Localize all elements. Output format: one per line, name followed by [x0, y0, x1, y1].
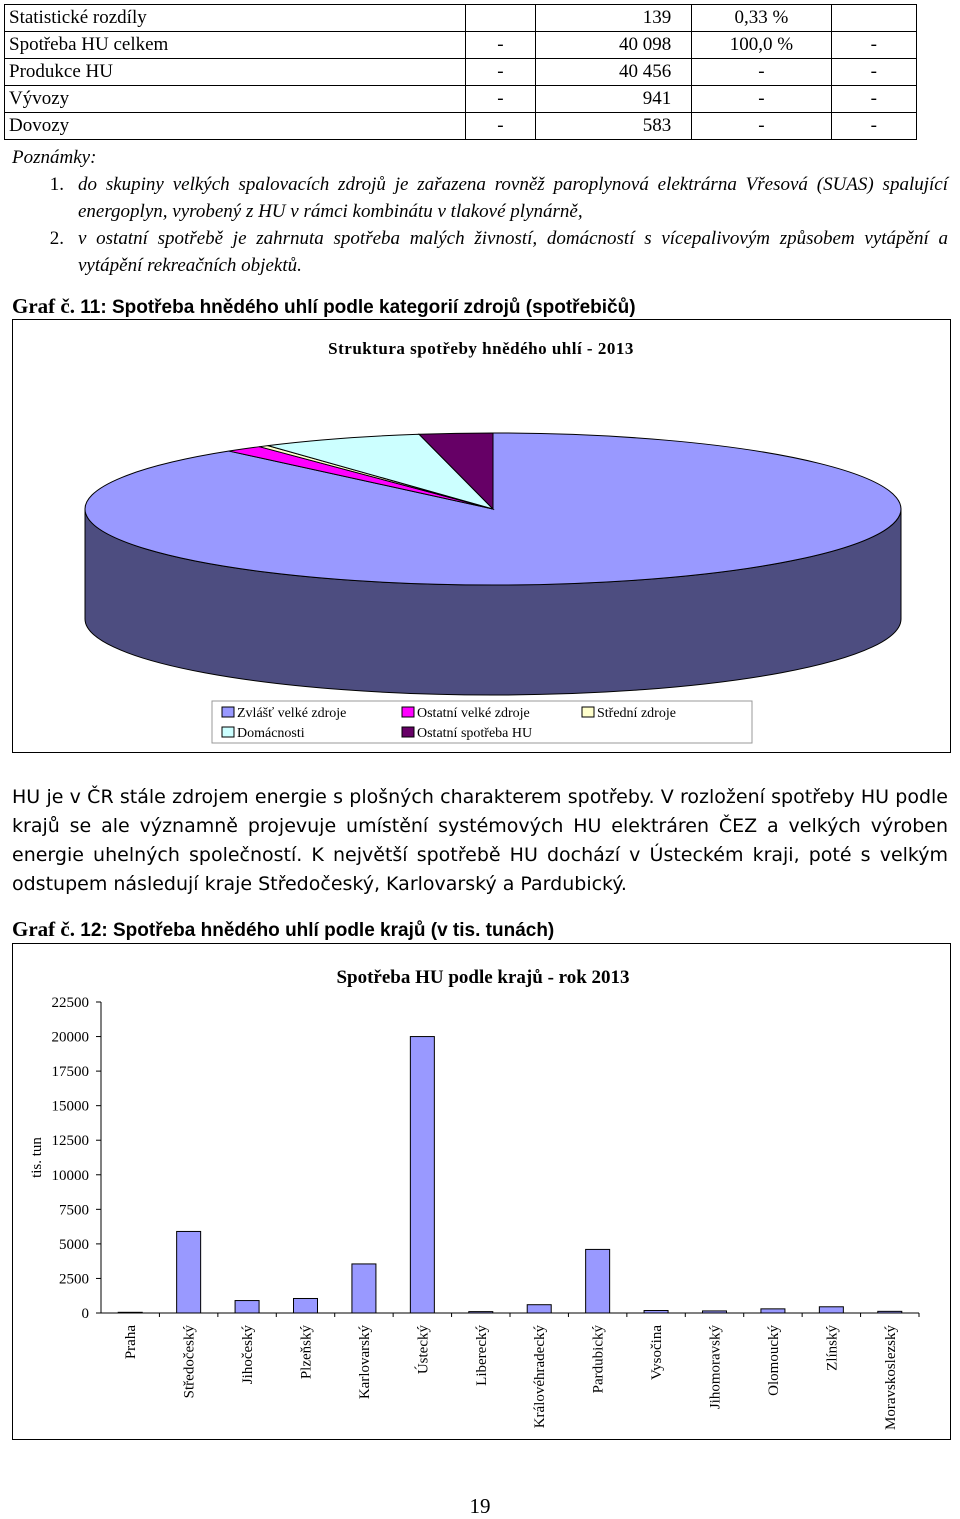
graf12-heading: [12, 917, 554, 942]
y-axis-label: tis. tun: [29, 1137, 45, 1178]
table-cell: -: [692, 59, 831, 86]
bar: [469, 1312, 493, 1313]
bar: [819, 1307, 843, 1313]
page-number: 19: [469, 1494, 491, 1518]
table-cell: 0,33 %: [692, 5, 831, 32]
x-tick-label: Liberecký: [473, 1325, 490, 1386]
y-tick-label: 22500: [51, 995, 89, 1011]
bar: [410, 1037, 434, 1313]
bar: [118, 1312, 142, 1313]
legend-swatch: [222, 727, 234, 737]
table-cell: 583: [535, 113, 692, 140]
bar: [527, 1305, 551, 1313]
table-cell: [831, 5, 916, 32]
legend-label: Střední zdroje: [597, 706, 676, 721]
legend-label: Zvlášť velké zdroje: [237, 706, 347, 721]
legend-swatch: [222, 707, 234, 717]
bar: [586, 1249, 610, 1313]
row-label: Statistické rozdíly: [5, 5, 466, 32]
table-cell: 40 098: [535, 32, 692, 59]
x-tick-label: Plzeňský: [298, 1325, 315, 1380]
table-cell: -: [466, 113, 535, 140]
bar-title: Spotřeba HU podle krajů - rok 2013: [336, 967, 630, 988]
x-tick-label: Karlovarský: [356, 1325, 373, 1400]
table-cell: -: [466, 59, 535, 86]
pie-top: [85, 433, 901, 585]
table-cell: 941: [535, 86, 692, 113]
note-number: 2.: [49, 228, 64, 249]
legend-swatch: [402, 727, 414, 737]
bar: [235, 1301, 259, 1313]
notes-title: Poznámky:: [12, 147, 97, 168]
bar: [644, 1311, 668, 1313]
table-cell: -: [831, 86, 916, 113]
x-tick-label: Moravskoslezský: [882, 1325, 899, 1430]
bar: [878, 1311, 902, 1313]
y-tick-label: 5000: [59, 1236, 89, 1253]
table-cell: -: [831, 32, 916, 59]
x-tick-label: Jihomoravský: [707, 1325, 724, 1410]
legend-label: Ostatní spotřeba HU: [417, 726, 533, 741]
y-tick-label: 0: [81, 1306, 89, 1322]
y-tick-label: 12500: [51, 1133, 89, 1150]
bar: [294, 1298, 318, 1313]
legend-label: Ostatní velké zdroje: [417, 706, 530, 721]
row-label: Dovozy: [5, 113, 466, 140]
bar: [177, 1231, 201, 1313]
y-tick-label: 2500: [59, 1271, 89, 1288]
x-tick-label: Zlínský: [824, 1325, 841, 1371]
y-tick-label: 10000: [51, 1167, 89, 1184]
bar: [761, 1309, 785, 1313]
x-tick-label: Středočeský: [181, 1325, 198, 1399]
table-row: [5, 59, 917, 86]
table-cell: -: [692, 86, 831, 113]
row-label: Produkce HU: [5, 59, 466, 86]
legend-swatch: [402, 707, 414, 717]
graf11-text: 11: Spotřeba hnědého uhlí podle kategorií zdrojů (spotřebičů): [74, 297, 636, 318]
y-tick-label: 17500: [51, 1064, 89, 1081]
statistics-table: [4, 4, 917, 140]
table-cell: -: [466, 86, 535, 113]
row-label: Spotřeba HU celkem: [5, 32, 466, 59]
x-tick-label: Vysočina: [649, 1325, 666, 1380]
legend-swatch: [582, 707, 594, 717]
table-row: [5, 5, 917, 32]
y-tick-label: 20000: [51, 1029, 89, 1046]
table-cell: [466, 5, 535, 32]
table-cell: -: [831, 113, 916, 140]
bar-chart-frame: [12, 943, 951, 1440]
table-cell: -: [466, 32, 535, 59]
notes-section: [12, 144, 948, 279]
x-tick-label: Královéhradecký: [532, 1325, 549, 1429]
x-tick-label: Olomoucký: [765, 1325, 782, 1396]
pie-legend: [212, 701, 752, 743]
bar-chart: [13, 944, 950, 1439]
graf11-heading: [12, 294, 636, 319]
note-item-1: [12, 171, 948, 225]
x-tick-label: Jihočeský: [240, 1325, 257, 1385]
x-tick-label: Ústecký: [415, 1325, 432, 1375]
y-tick-label: 15000: [51, 1098, 89, 1115]
table-row: [5, 86, 917, 113]
table-cell: 40 456: [535, 59, 692, 86]
x-tick-label: Pardubický: [590, 1325, 607, 1394]
note-item-2: [12, 225, 948, 279]
x-tick-label: Praha: [123, 1325, 140, 1360]
table-row: [5, 32, 917, 59]
graf12-text: 12: Spotřeba hnědého uhlí podle krajů (v tis. tunách): [74, 920, 555, 941]
bar: [352, 1264, 376, 1313]
graf12-prefix: Graf č.: [12, 917, 75, 941]
y-tick-label: 7500: [59, 1202, 89, 1219]
graf11-prefix: Graf č.: [12, 294, 75, 318]
pie-chart-frame: [12, 319, 951, 753]
table-row: [5, 113, 917, 140]
table-cell: 139: [535, 5, 692, 32]
pie-title: Struktura spotřeby hnědého uhlí - 2013: [328, 339, 634, 358]
body-paragraph: HU je v ČR stále zdrojem energie s plošných charakterem spotřeby. V rozložení spotřeby HU podle krajů se ale významně projevuje umístění systémových HU elektráren ČEZ a velkých výroben energie uhelných společností. K největší spotřebě HU dochází v Ústeckém kraji, poté s velkým odstupem následují kraje Středočeský, Karlovarský a Pardubický.: [12, 786, 948, 895]
table-cell: -: [692, 113, 831, 140]
table-cell: -: [831, 59, 916, 86]
bar: [703, 1311, 727, 1313]
note-text: do skupiny velkých spalovacích zdrojů je zařazena rovněž paroplynová elektrárna Vřesová (SUAS) spalující energoplyn, vyrobený z HU v rámci kombinátu v tlakové plynárně,: [78, 174, 948, 222]
note-number: 1.: [49, 174, 64, 195]
table-cell: 100,0 %: [692, 32, 831, 59]
note-text: v ostatní spotřebě je zahrnuta spotřeba malých živností, domácností s vícepalivovým způsobem vytápění a vytápění rekreačních objektů.: [78, 228, 948, 276]
legend-label: Domácnosti: [237, 726, 305, 741]
row-label: Vývozy: [5, 86, 466, 113]
pie-chart: [13, 320, 950, 752]
